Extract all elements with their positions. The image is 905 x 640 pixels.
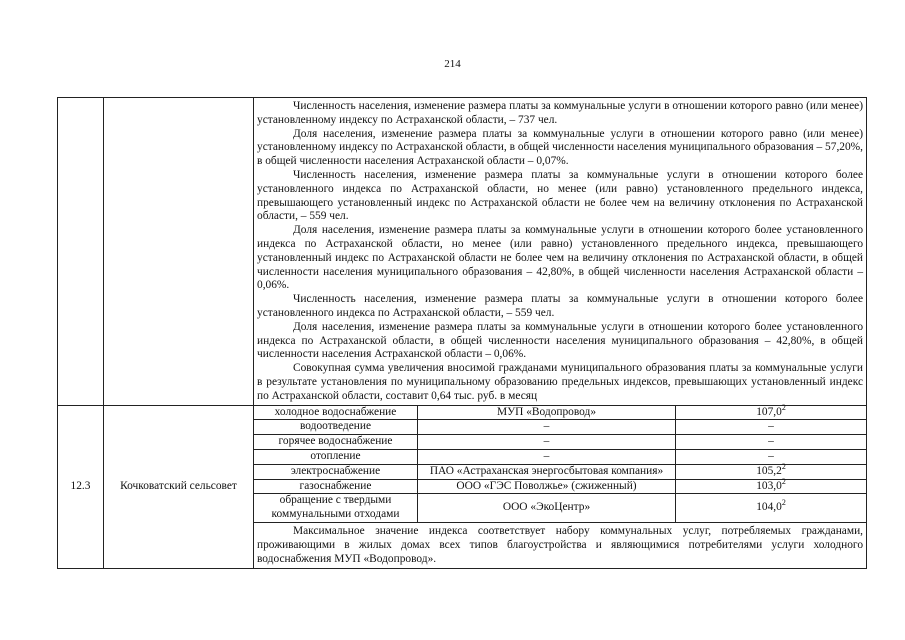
service-index xyxy=(676,494,867,523)
service-row xyxy=(58,405,867,420)
text-paragraph: Совокупная сумма увеличения вносимой гражданами муниципального образования платы за коммунальные услуги в результате установления по муниципальному образованию предельных индексов, превышающих установленный индекс по Астраханской области, составит 0,64 тыс. руб. в месяц xyxy=(257,362,864,402)
empty-number-cell xyxy=(58,98,104,406)
service-name: водоотведение xyxy=(254,420,418,435)
index-value: 104,0 xyxy=(756,501,782,514)
index-footnote: 2 xyxy=(781,461,786,471)
service-provider: ООО «ЭкоЦентр» xyxy=(418,494,676,523)
service-provider: МУП «Водопровод» xyxy=(418,405,676,420)
service-index xyxy=(676,435,867,450)
index-value: 105,2 xyxy=(756,464,782,477)
index-value: – xyxy=(768,420,774,433)
service-index xyxy=(676,461,867,479)
text-paragraph: Доля населения, изменение размера платы за коммунальные услуги в отношении которого более установленного индекса по Астраханской области, в общей численности населения муниципального образования – 42,80%, в общей численности населения Астраханской области – 0,06%. xyxy=(257,320,864,361)
service-name: холодное водоснабжение xyxy=(254,405,418,420)
service-provider: ООО «ГЭС Поволжье» (сжиженный) xyxy=(418,479,676,494)
text-paragraph: Доля населения, изменение размера платы за коммунальные услуги в отношении которого более установленного индекса по Астраханской области, но менее (или равно) установленного предельного индекса, превышающего установленный индекс по Астраханской области не более чем на величину отклонения по Астраханской области, в общей численности населения муниципального образования – 42,80%, в общей численности населения Астраханской области – 0,06%. xyxy=(257,224,864,292)
index-footnote: 2 xyxy=(781,402,786,412)
service-name: газоснабжение xyxy=(254,479,418,494)
service-index xyxy=(676,402,867,420)
footer-note: Максимальное значение индекса соответствует набору коммунальных услуг, потребляемых гражданами, проживающими в жилых домах всех типов благоустройства и являющимися потребителями услуги холодного водоснабжения МУП «Водопровод». xyxy=(257,524,864,565)
footer-note-cell xyxy=(254,522,867,568)
service-provider: – xyxy=(418,449,676,464)
empty-name-cell xyxy=(104,98,254,406)
service-name: электроснабжение xyxy=(254,464,418,479)
service-index xyxy=(676,476,867,494)
service-name: обращение с твердыми коммунальными отходами xyxy=(254,494,418,523)
index-footnote: 2 xyxy=(781,498,786,508)
service-index xyxy=(676,449,867,464)
text-block-row xyxy=(58,98,867,406)
index-footnote: 2 xyxy=(781,476,786,486)
service-index xyxy=(676,420,867,435)
index-value: – xyxy=(768,449,774,462)
index-value: 107,0 xyxy=(756,405,782,418)
entry-number: 12.3 xyxy=(58,405,104,569)
service-provider: – xyxy=(418,420,676,435)
text-paragraph: Численность населения, изменение размера платы за коммунальные услуги в отношении которого более установленного индекса по Астраханской области, – 559 чел. xyxy=(257,293,864,319)
service-name: отопление xyxy=(254,449,418,464)
page-number: 214 xyxy=(444,58,461,70)
index-table xyxy=(57,97,867,569)
index-value: 103,0 xyxy=(756,479,782,492)
entry-name: Кочковатский сельсовет xyxy=(104,405,254,569)
service-provider: ПАО «Астраханская энергосбытовая компания» xyxy=(418,464,676,479)
service-name: горячее водоснабжение xyxy=(254,435,418,450)
text-paragraph: Доля населения, изменение размера платы за коммунальные услуги в отношении которого равно (или менее) установленному индексу по Астраханской области, в общей численности населения муниципального образования – 57,20%, в общей численности населения Астраханской области – 0,07%. xyxy=(257,127,864,168)
index-value: – xyxy=(768,435,774,448)
text-paragraph: Численность населения, изменение размера платы за коммунальные услуги в отношении которого равно (или менее) установленному индексу по Астраханской области, – 737 чел. xyxy=(257,100,864,126)
population-text-cell xyxy=(254,98,867,406)
text-paragraph: Численность населения, изменение размера платы за коммунальные услуги в отношении которого более установленного индекса по Астраханской области, но менее (или равно) установленного предельного индекса, превышающего установленный индекс по Астраханской области не более чем на величину отклонения по Астраханской области, – 559 чел. xyxy=(257,168,864,223)
service-provider: – xyxy=(418,435,676,450)
